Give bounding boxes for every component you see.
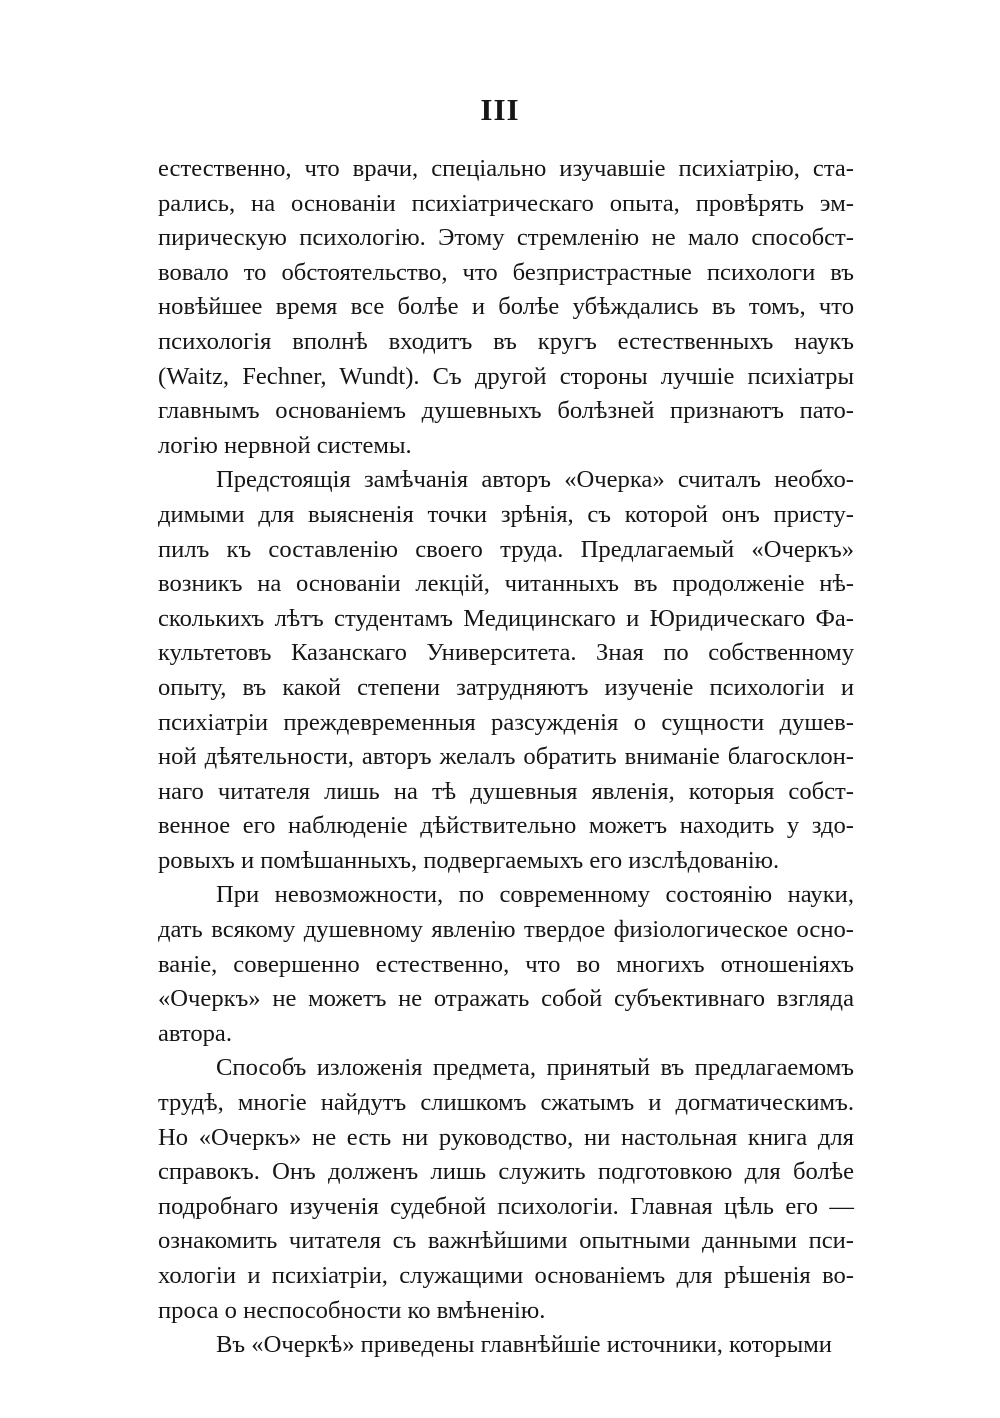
text-line: ваніе, совершенно естественно, что во многихъ отношеніяхъ <box>158 950 854 978</box>
text-line: главнымъ основаніемъ душевныхъ болѣзней признаютъ пато- <box>158 397 854 425</box>
text-line: Способъ изложенія предмета, принятый въ предлагаемомъ <box>216 1054 854 1082</box>
text-line: возникъ на основаніи лекцій, читанныхъ въ продолженіе нѣ- <box>158 570 854 598</box>
text-line: наго читателя лишь на тѣ душевныя явленія, которыя собст- <box>158 777 854 805</box>
text-line: автора. <box>158 1019 232 1047</box>
text-line: При невозможности, по современному состоянію науки, <box>216 881 854 909</box>
text-line: пилъ къ составленію своего труда. Предлагаемый «Очеркъ» <box>158 535 854 563</box>
paragraph-3 <box>158 878 854 1051</box>
text-line: дать всякому душевному явленію твердое физіологическое осно- <box>158 916 854 944</box>
text-line: культетовъ Казанскаго Университета. Зная по собственному <box>158 639 854 667</box>
text-line: опыту, въ какой степени затрудняютъ изученіе психологіи и <box>158 673 854 701</box>
text-line: естественно, что врачи, спеціально изучавшіе психіатрію, ста- <box>158 155 854 182</box>
text-line: трудѣ, многіе найдутъ слишкомъ сжатымъ и догматическимъ. <box>158 1089 854 1117</box>
paragraph-5 <box>158 1328 854 1363</box>
text-line: логію нервной системы. <box>158 431 412 459</box>
text-line: проса о неспособности ко вмѣненію. <box>158 1296 546 1324</box>
paragraph-2 <box>158 463 854 878</box>
text-line: димыми для выясненія точки зрѣнія, съ которой онъ присту- <box>158 500 854 528</box>
text-line: Въ «Очеркѣ» приведены главнѣйшіе источники, которыми <box>216 1331 832 1359</box>
text-line: ровыхъ и помѣшанныхъ, подвергаемыхъ его изслѣдованію. <box>158 846 780 874</box>
body-text <box>158 152 854 1363</box>
text-line: (Waitz, Fechner, Wundt). Съ другой стороны лучшіе психіатры <box>158 362 854 390</box>
text-line: Предстоящія замѣчанія авторъ «Очерка» считалъ необхо- <box>216 466 854 494</box>
text-line: ознакомить читателя съ важнѣйшими опытными данными пси- <box>158 1227 854 1255</box>
text-line: ной дѣятельности, авторъ желалъ обратить вниманіе благосклон- <box>158 743 854 771</box>
text-line: «Очеркъ» не можетъ не отражать собой субъективнаго взгляда <box>158 985 854 1013</box>
text-line: справокъ. Онъ долженъ лишь служить подготовкою для болѣе <box>158 1158 854 1186</box>
text-line: Но «Очеркъ» не есть ни руководство, ни настольная книга для <box>158 1123 854 1151</box>
page-number: III <box>480 92 520 127</box>
text-line: вовало то обстоятельство, что безпристрастные психологи въ <box>158 258 854 286</box>
text-line: новѣйшее время все болѣе и болѣе убѣждались въ томъ, что <box>158 293 854 321</box>
text-line: сколькихъ лѣтъ студентамъ Медицинскаго и Юридическаго Фа- <box>158 604 854 632</box>
text-line: психіатріи преждевременныя разсужденія о сущности душев- <box>158 708 854 736</box>
text-line: рались, на основаніи психіатрическаго опыта, провѣрять эм- <box>158 189 854 217</box>
paragraph-4 <box>158 1051 854 1328</box>
text-line: психологія вполнѣ входитъ въ кругъ естественныхъ наукъ <box>158 327 854 355</box>
text-line: подробнаго изученія судебной психологіи. Главная цѣль его — <box>158 1192 854 1220</box>
paragraph-1 <box>158 152 854 463</box>
text-line: венное его наблюденіе дѣйствительно можетъ находить у здо- <box>158 812 854 840</box>
text-line: пирическую психологію. Этому стремленію не мало способст- <box>158 224 854 252</box>
text-line: хологіи и психіатріи, служащими основаніемъ для рѣшенія во- <box>158 1262 854 1289</box>
